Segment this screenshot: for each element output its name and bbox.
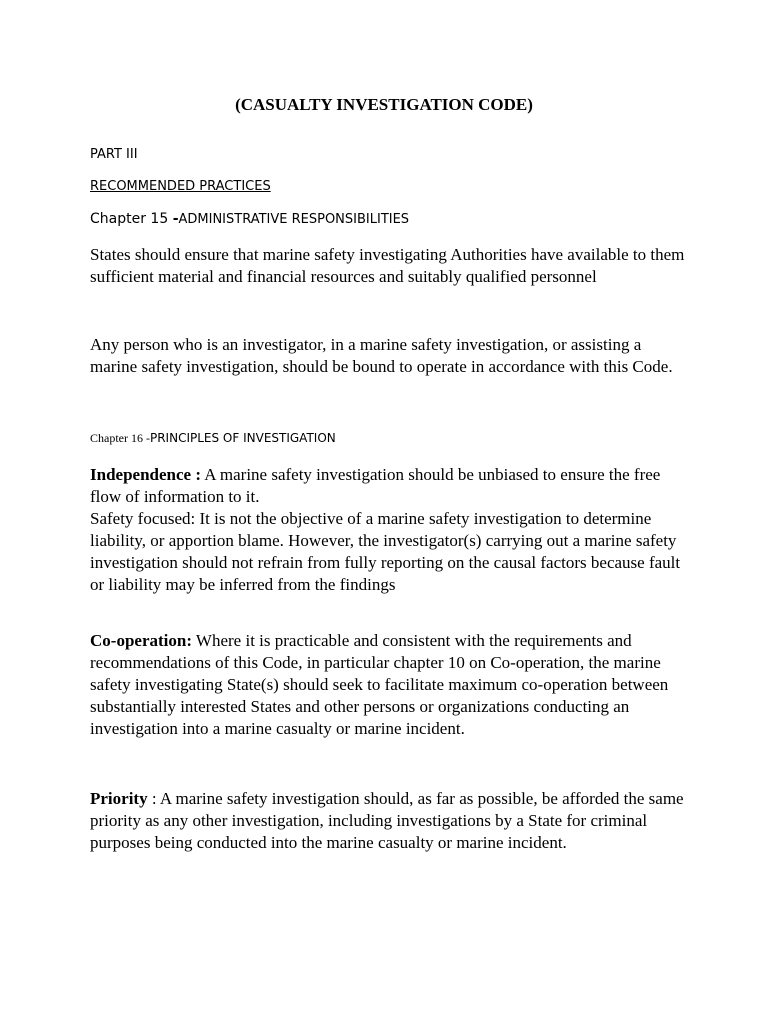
chapter-15-dash: -	[172, 211, 179, 227]
chapter-16-label: Chapter 16 -	[90, 431, 150, 445]
chapter-15-title: ADMINISTRATIVE RESPONSIBILITIES	[178, 212, 410, 227]
chapter-16-title: PRINCIPLES OF INVESTIGATION	[149, 431, 336, 445]
paragraph-resources: States should ensure that marine safety investigating Authorities have available to them sufficient material and financial resources and suitably qualified personnel	[90, 245, 685, 286]
part-heading: PART III	[90, 147, 138, 162]
priority-lead: Priority	[90, 789, 148, 808]
cooperation-lead: Co-operation:	[90, 631, 192, 650]
section-heading: RECOMMENDED PRACTICES	[90, 179, 271, 194]
cooperation-text: Where it is practicable and consistent with the requirements and recommendations of this Code, in particular chapter 10 on Co-operation, the marine safety investigating State(s) should seek to facilitate maximum co-operation between substantially interested States and other persons or organizations conducting an investigation into a marine casualty or marine incident.	[90, 631, 669, 738]
chapter-15-label: Chapter 15	[90, 211, 173, 227]
priority-text: : A marine safety investigation should, as far as possible, be afforded the same priority as any other investigation, including investigations by a State for criminal purposes being conducted into the marine casualty or marine incident.	[90, 789, 684, 852]
paragraph-independence	[90, 464, 690, 508]
independence-text: A marine safety investigation should be unbiased to ensure the free flow of information to it.	[90, 465, 661, 506]
independence-lead: Independence :	[90, 465, 201, 484]
paragraph-investigator: Any person who is an investigator, in a marine safety investigation, or assisting a marine safety investigation, should be bound to operate in accordance with this Code.	[90, 335, 673, 376]
paragraph-safety-focused: Safety focused: It is not the objective of a marine safety investigation to determine liability, or apportion blame. However, the investigator(s) carrying out a marine safety investigation should not refrain from fully reporting on the causal factors because fault or liability may be inferred from the findings	[90, 509, 681, 594]
paragraph-priority	[90, 788, 690, 854]
chapter-15-heading	[90, 210, 409, 229]
paragraph-cooperation	[90, 630, 690, 740]
chapter-16-heading	[90, 430, 336, 446]
document-title: (CASUALTY INVESTIGATION CODE)	[235, 95, 533, 114]
